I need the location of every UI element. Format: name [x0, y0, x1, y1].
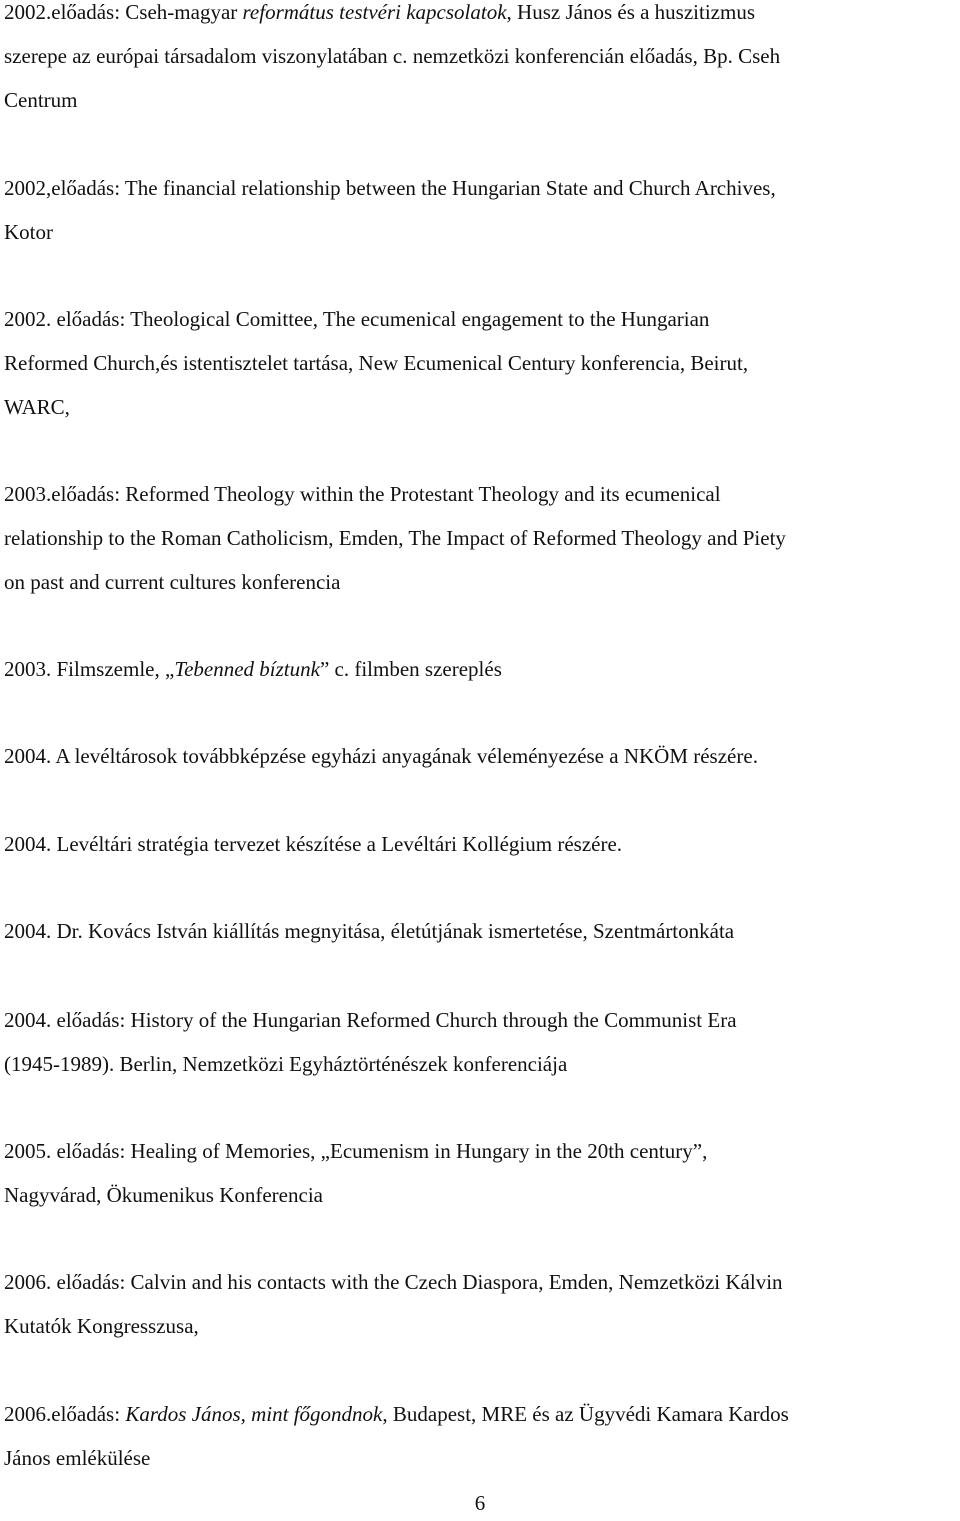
entry-line: Centrum — [4, 88, 78, 112]
italic-title: Kardos János, mint főgondnok — [125, 1402, 383, 1426]
entry-line: 2002,előadás: The financial relationship between the Hungarian State and Church Archives, — [4, 176, 776, 200]
entry-line: 2006.előadás: Kardos János, mint főgondnok, Budapest, MRE és az Ügyvédi Kamara Kardos — [4, 1402, 789, 1426]
entry-line: (1945-1989). Berlin, Nemzetközi Egyháztörténészek konferenciája — [4, 1052, 568, 1076]
italic-title: Tebenned bíztunk — [174, 657, 320, 681]
entry-line: 2003. Filmszemle, „Tebenned bíztunk” c. filmben szereplés — [4, 657, 502, 681]
entry-line: 2004. A levéltárosok továbbképzése egyházi anyagának véleményezése a NKÖM részére. — [4, 744, 758, 768]
entry-line: 2004. Dr. Kovács István kiállítás megnyitása, életútjának ismertetése, Szentmártonkáta — [4, 919, 735, 943]
entry-line: szerepe az európai társadalom viszonylatában c. nemzetközi konferencián előadás, Bp. Cseh — [4, 44, 781, 68]
entry-line: Reformed Church,és istentisztelet tartása, New Ecumenical Century konferencia, Beirut, — [4, 351, 749, 375]
entry-line: on past and current cultures konferencia — [4, 570, 341, 594]
entry-line: Kotor — [4, 220, 53, 244]
entry-line: Kutatók Kongresszusa, — [4, 1314, 199, 1338]
entry-line: 2006. előadás: Calvin and his contacts with the Czech Diaspora, Emden, Nemzetközi Kálvin — [4, 1270, 783, 1294]
entry-6 — [4, 734, 958, 778]
entry-5 — [4, 647, 958, 691]
entry-7 — [4, 822, 958, 866]
entry-line: 2004. Levéltári stratégia tervezet készítése a Levéltári Kollégium részére. — [4, 832, 623, 856]
entry-3 — [4, 297, 958, 429]
entry-1 — [4, 0, 958, 122]
entry-line: 2002.előadás: Cseh-magyar református testvéri kapcsolatok, Husz János és a huszitizmus — [4, 0, 756, 24]
entry-10 — [4, 1129, 958, 1217]
entry-9 — [4, 998, 958, 1086]
entry-12 — [4, 1392, 958, 1480]
entry-line: János emlékülése — [4, 1446, 151, 1470]
entry-line: Nagyvárad, Ökumenikus Konferencia — [4, 1183, 323, 1207]
entry-line: 2003.előadás: Reformed Theology within the Protestant Theology and its ecumenical — [4, 482, 721, 506]
italic-title: református testvéri kapcsolatok — [242, 0, 507, 24]
entry-line: relationship to the Roman Catholicism, Emden, The Impact of Reformed Theology and Piety — [4, 526, 786, 550]
entry-11 — [4, 1260, 958, 1348]
entry-line: 2002. előadás: Theological Comittee, The ecumenical engagement to the Hungarian — [4, 307, 710, 331]
entry-2 — [4, 166, 958, 254]
entry-8 — [4, 909, 958, 953]
entry-4 — [4, 472, 958, 604]
entry-line: 2005. előadás: Healing of Memories, „Ecumenism in Hungary in the 20th century”, — [4, 1139, 708, 1163]
page-number: 6 — [474, 1491, 486, 1515]
entry-line: 2004. előadás: History of the Hungarian Reformed Church through the Communist Era — [4, 1008, 737, 1032]
entry-line: WARC, — [4, 395, 70, 419]
